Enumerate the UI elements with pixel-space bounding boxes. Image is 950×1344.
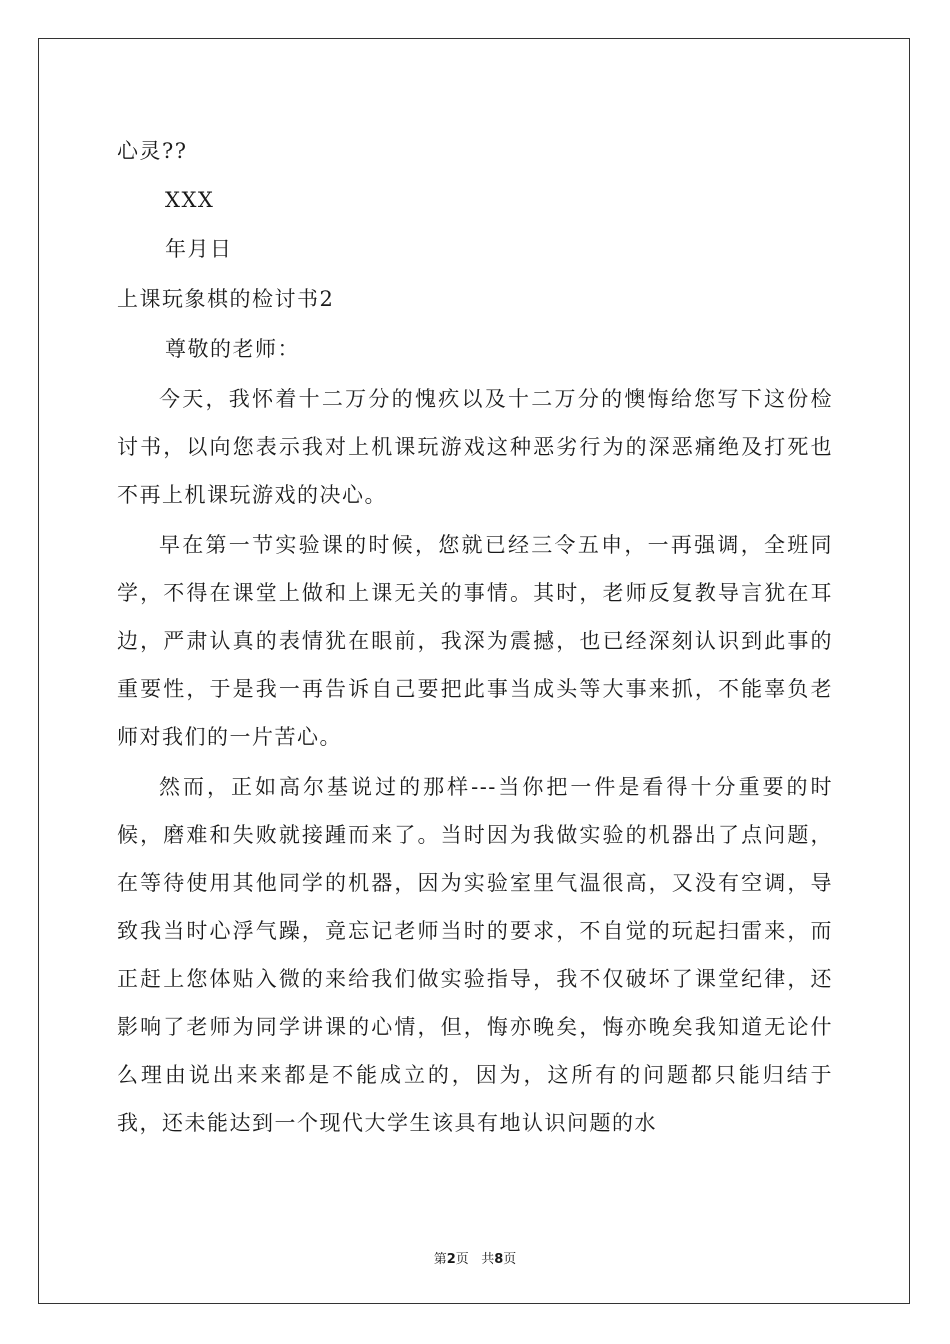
date-line: 年月日 bbox=[165, 237, 233, 261]
footer-total-prefix: 共 bbox=[481, 1252, 495, 1267]
continued-line: 心灵?? bbox=[117, 139, 188, 163]
paragraph-3: 然而，正如高尔基说过的那样---当你把一件是看得十分重要的时候，磨难和失败就接踵而来了。当时因为我做实验的机器出了点问题，在等待使用其他同学的机器，因为实验室里气温很高，又没有空调，导致我当时心浮气躁，竟忘记老师当时的要求，不自觉的玩起扫雷来，而正赶上您体贴入微的来给我们做实验指导，我不仅破坏了课堂纪律，还影响了老师为同学讲课的心情，但，悔亦晚矣，悔亦晚矣我知道无论什么理由说出来来都是不能成立的，因为，这所有的问题都只能归结于我，还未能达到一个现代大学生该具有地认识问题的水 bbox=[117, 775, 833, 1135]
paragraph-2: 早在第一节实验课的时候，您就已经三令五申，一再强调，全班同学，不得在课堂上做和上课无关的事情。其时，老师反复教导言犹在耳边，严肃认真的表情犹在眼前，我深为震撼，也已经深刻认识到此事的重要性，于是我一再告诉自己要把此事当成头等大事来抓，不能辜负老师对我们的一片苦心。 bbox=[117, 533, 833, 749]
paragraph-1: 今天，我怀着十二万分的愧疚以及十二万分的懊悔给您写下这份检讨书，以向您表示我对上机课玩游戏这种恶劣行为的深恶痛绝及打死也不再上机课玩游戏的决心。 bbox=[117, 387, 833, 507]
footer-total-suffix: 页 bbox=[503, 1252, 517, 1267]
footer-page-prefix: 第 bbox=[433, 1252, 447, 1267]
salutation: 尊敬的老师： bbox=[165, 337, 300, 361]
page-footer bbox=[0, 1248, 950, 1267]
signature: XXX bbox=[165, 188, 215, 212]
footer-page-number: 2 bbox=[446, 1252, 456, 1267]
footer-total-pages: 8 bbox=[494, 1252, 504, 1267]
footer-page-suffix: 页 bbox=[455, 1252, 469, 1267]
document-title: 上课玩象棋的检讨书2 bbox=[117, 287, 335, 311]
